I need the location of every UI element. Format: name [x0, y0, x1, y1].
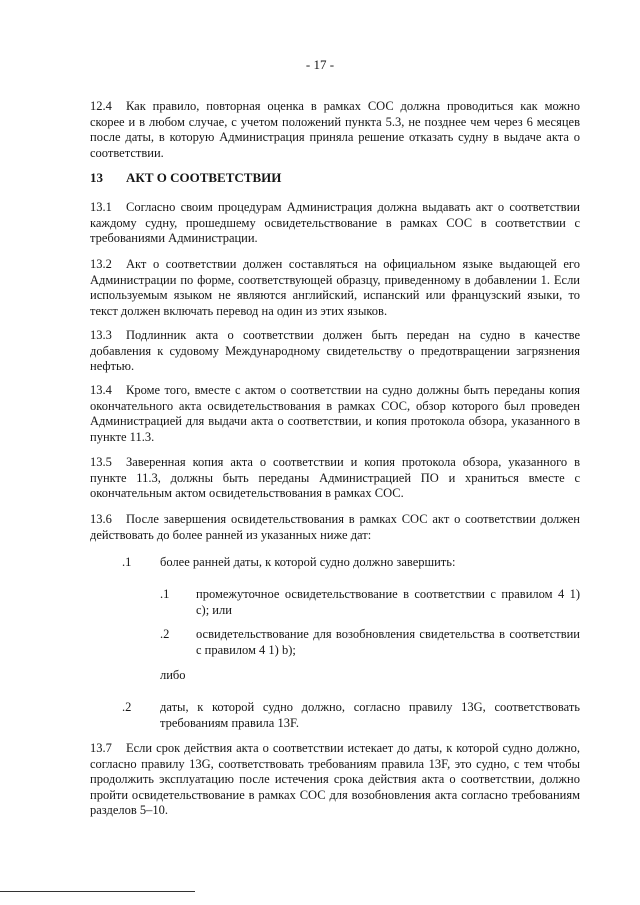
- sublist-marker: .1: [160, 587, 170, 601]
- list-marker: .1: [122, 555, 132, 569]
- paragraph-13-7: [90, 741, 580, 819]
- footer-divider: [0, 891, 195, 892]
- list-item-text: более ранней даты, к которой судно должно завершить:: [160, 555, 456, 569]
- paragraph-13-1: [90, 200, 580, 247]
- paragraph-12-4: [90, 99, 580, 161]
- paragraph-number: 12.4: [90, 99, 112, 113]
- paragraph-text: Кроме того, вместе с актом о соответствии на судно должны быть переданы копия окончательного акта освидетельствования в рамках СОС, обзор которого был проведен Администрацией для выдачи акта о соответствии, и копия протокола обзора, указанного в пункте 11.3.: [90, 383, 580, 444]
- paragraph-13-6: [90, 512, 580, 543]
- section-heading-13: [90, 170, 281, 186]
- section-number: 13: [90, 170, 103, 185]
- paragraph-number: 13.4: [90, 383, 112, 397]
- paragraph-text: Если срок действия акта о соответствии истекает до даты, к которой судно должно, согласно правилу 13G, соответствовать требованиям правила 13F, это судно, с тем чтобы продолжить эксплуатацию после истечения срока действия акта о соответствии, должно пройти освидетельствование в рамках СОС для возобновления акта согласно требованиям разделов 5–10.: [90, 741, 580, 818]
- section-title: АКТ О СООТВЕТСТВИИ: [126, 170, 282, 185]
- paragraph-13-3: [90, 328, 580, 375]
- or-text: либо: [160, 668, 186, 682]
- paragraph-text: Подлинник акта о соответствии должен быть передан на судно в качестве добавления к судовому Международному свидетельству о предотвращении загрязнения нефтью.: [90, 328, 580, 374]
- paragraph-number: 13.1: [90, 200, 112, 214]
- paragraph-text: Как правило, повторная оценка в рамках СОС должна проводиться как можно скорее и в любом случае, с учетом положений пункта 5.3, не позднее чем через 6 месяцев после даты, в которую Администрация приняла решение отказать судну в выдаче акта о соответствии.: [90, 99, 580, 160]
- paragraph-text: Согласно своим процедурам Администрация должна выдавать акт о соответствии каждому судну, прошедшему освидетельствование в рамках СОС в соответствии с требованиями Администрации.: [90, 200, 580, 246]
- paragraph-number: 13.2: [90, 257, 112, 271]
- sublist-item-text: промежуточное освидетельствование в соответствии с правилом 4 1) c); или: [196, 587, 580, 617]
- paragraph-number: 13.5: [90, 455, 112, 469]
- paragraph-number: 13.3: [90, 328, 112, 342]
- paragraph-number: 13.7: [90, 741, 112, 755]
- paragraph-13-5: [90, 455, 580, 502]
- sublist-item-text: освидетельствование для возобновления свидетельства в соответствии с правилом 4 1) b);: [196, 627, 580, 657]
- paragraph-number: 13.6: [90, 512, 112, 526]
- page-number: - 17 -: [305, 57, 335, 72]
- paragraph-text: Акт о соответствии должен составляться на официальном языке выдающей его Администрации по форме, соответствующей образцу, приведенному в добавлении 1. Если используемым языком не являются английский, испанский или французский языки, то текст должен включать перевод на один из этих языков.: [90, 257, 580, 318]
- paragraph-text: Заверенная копия акта о соответствии и копия протокола обзора, указанного в пункте 11.3, должны быть переданы Администрацией ПО и храниться вместе с окончательным актом освидетельствования в рамках СОС.: [90, 455, 580, 501]
- list-item-text: даты, к которой судно должно, согласно правилу 13G, соответствовать требованиям правила 13F.: [160, 700, 580, 730]
- paragraph-13-2: [90, 257, 580, 319]
- paragraph-13-4: [90, 383, 580, 445]
- paragraph-text: После завершения освидетельствования в рамках СОС акт о соответствии должен действовать до более ранней из указанных ниже дат:: [90, 512, 580, 542]
- list-marker: .2: [122, 700, 132, 714]
- sublist-marker: .2: [160, 627, 170, 641]
